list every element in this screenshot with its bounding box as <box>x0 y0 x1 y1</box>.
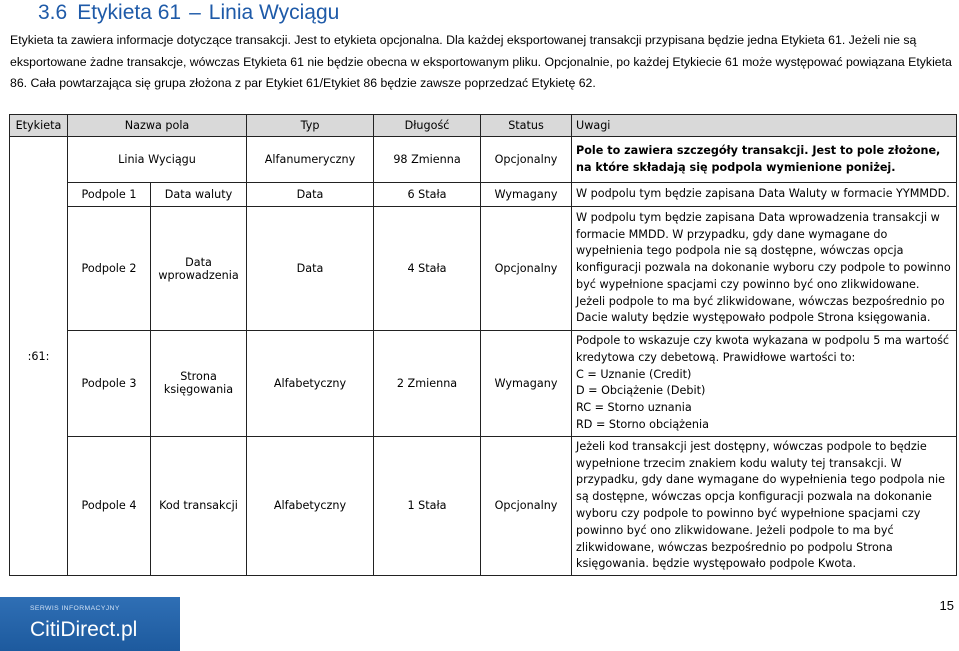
title-dash: – <box>189 1 201 24</box>
cell-podpole: Podpole 1 <box>68 183 151 207</box>
cell-dlugosc: 98 Zmienna <box>374 137 481 183</box>
cell-nazwa: Data waluty <box>151 183 247 207</box>
citidirect-logo <box>0 597 180 651</box>
uwagi-line: W podpolu tym będzie zapisana Data wprowadzenia transakcji w formacie MMDD. W przypadku, gdy dane wymagane do wypełnienia tego podpola nie są dostępne, wówczas opcja konfiguracji pozwala na dokonanie wyboru czy podpole to powinno być wypełnione spacjami czy powinno być ono zlikwidowane. Jeżeli podpole to ma być zlikwidowane, wówczas bezpośrednio po Dacie waluty będzie występowało podpole Strona księgowania. <box>576 210 951 325</box>
cell-dlugosc: 6 Stała <box>374 183 481 207</box>
cell-podpole: Podpole 2 <box>68 207 151 331</box>
section-label: Etykieta 61 <box>77 1 182 24</box>
cell-status: Wymagany <box>481 183 572 207</box>
cell-status: Opcjonalny <box>481 207 572 331</box>
cell-uwagi <box>572 183 957 207</box>
table-row <box>10 183 957 207</box>
cell-uwagi <box>572 436 957 575</box>
cell-uwagi: Pole to zawiera szczegóły transakcji. Jest to pole złożone, na które składają się podpola wymienione poniżej. <box>572 137 957 183</box>
cell-typ: Data <box>247 207 374 331</box>
cell-typ: Data <box>247 183 374 207</box>
cell-nazwa: Kod transakcji <box>151 436 247 575</box>
header-uwagi: Uwagi <box>572 115 957 137</box>
header-dlugosc: Długość <box>374 115 481 137</box>
table-row <box>10 436 957 575</box>
cell-typ: Alfabetyczny <box>247 331 374 437</box>
uwagi-line: Podpole to wskazuje czy kwota wykazana w podpolu 5 ma wartość kredytowa czy debetową. Prawidłowe wartości to: <box>576 334 950 364</box>
intro-paragraph: Etykieta ta zawiera informacje dotyczące transakcji. Jest to etykieta opcjonalna. Dla każdej eksportowanej transakcji przypisana będzie jedna Etykieta 61. Jeżeli nie są eksportowane żadne transakcje, wówczas Etykieta 61 nie będzie obecna w eksportowanym pliku. Opcjonalnie, po każdej Etykiecie 61 może występować powiązana Etykieta 86. Cała powtarzająca się grupa złożona z par Etykiet 61/Etykiet 86 będzie zawsze poprzedzać Etykietę 62. <box>10 33 952 90</box>
table-row <box>10 331 957 437</box>
page-number: 15 <box>939 598 954 613</box>
table-row-main <box>10 137 957 183</box>
header-status: Status <box>481 115 572 137</box>
section-name: Linia Wyciągu <box>208 1 340 24</box>
uwagi-line: Jeżeli kod transakcji jest dostępny, wówczas podpole to będzie wypełnione trzecim znakiem kodu waluty tej transakcji. W przypadku, gdy dane wymagane do wypełnienia tego podpola nie są dostępne, wówczas opcja konfiguracji pozwala na dokonanie wyboru czy podpole to powinno być wypełnione spacjami czy powinno być ono zlikwidowane. Jeżeli podpole to ma być zlikwidowane, wówczas bezpośrednio po podpolu Strona księgowania. będzie występowało podpole Kwota. <box>576 439 945 571</box>
uwagi-line: RC = Storno uznania <box>576 401 692 415</box>
cell-status: Wymagany <box>481 331 572 437</box>
logo-tagline: SERWIS INFORMACYJNY <box>30 605 120 612</box>
table-row <box>10 207 957 331</box>
cell-typ: Alfabetyczny <box>247 436 374 575</box>
cell-podpole: Podpole 4 <box>68 436 151 575</box>
cell-dlugosc: 1 Stała <box>374 436 481 575</box>
cell-podpole: Podpole 3 <box>68 331 151 437</box>
cell-status: Opcjonalny <box>481 436 572 575</box>
cell-nazwa: Data wprowadzenia <box>151 207 247 331</box>
field-spec-table <box>9 114 957 576</box>
header-typ: Typ <box>247 115 374 137</box>
uwagi-line: RD = Storno obciążenia <box>576 417 709 431</box>
section-number: 3.6 <box>38 1 68 24</box>
cell-nazwa: Linia Wyciągu <box>68 137 247 183</box>
logo-wordmark: CitiDirect.pl <box>30 618 138 641</box>
uwagi-line: C = Uznanie (Credit) <box>576 367 692 381</box>
uwagi-line: W podpolu tym będzie zapisana Data Waluty w formacie YYMMDD. <box>576 187 950 201</box>
cell-nazwa: Strona księgowania <box>151 331 247 437</box>
header-nazwa-pola: Nazwa pola <box>68 115 247 137</box>
cell-typ: Alfanumeryczny <box>247 137 374 183</box>
cell-dlugosc: 2 Zmienna <box>374 331 481 437</box>
cell-dlugosc: 4 Stała <box>374 207 481 331</box>
cell-uwagi <box>572 331 957 437</box>
cell-status: Opcjonalny <box>481 137 572 183</box>
page-title <box>38 1 339 25</box>
uwagi-line: D = Obciążenie (Debit) <box>576 384 706 398</box>
header-etykieta: Etykieta <box>10 115 68 137</box>
cell-uwagi <box>572 207 957 331</box>
tag-cell: :61: <box>10 137 68 576</box>
table-header-row <box>10 115 957 137</box>
page-footer <box>0 597 959 651</box>
